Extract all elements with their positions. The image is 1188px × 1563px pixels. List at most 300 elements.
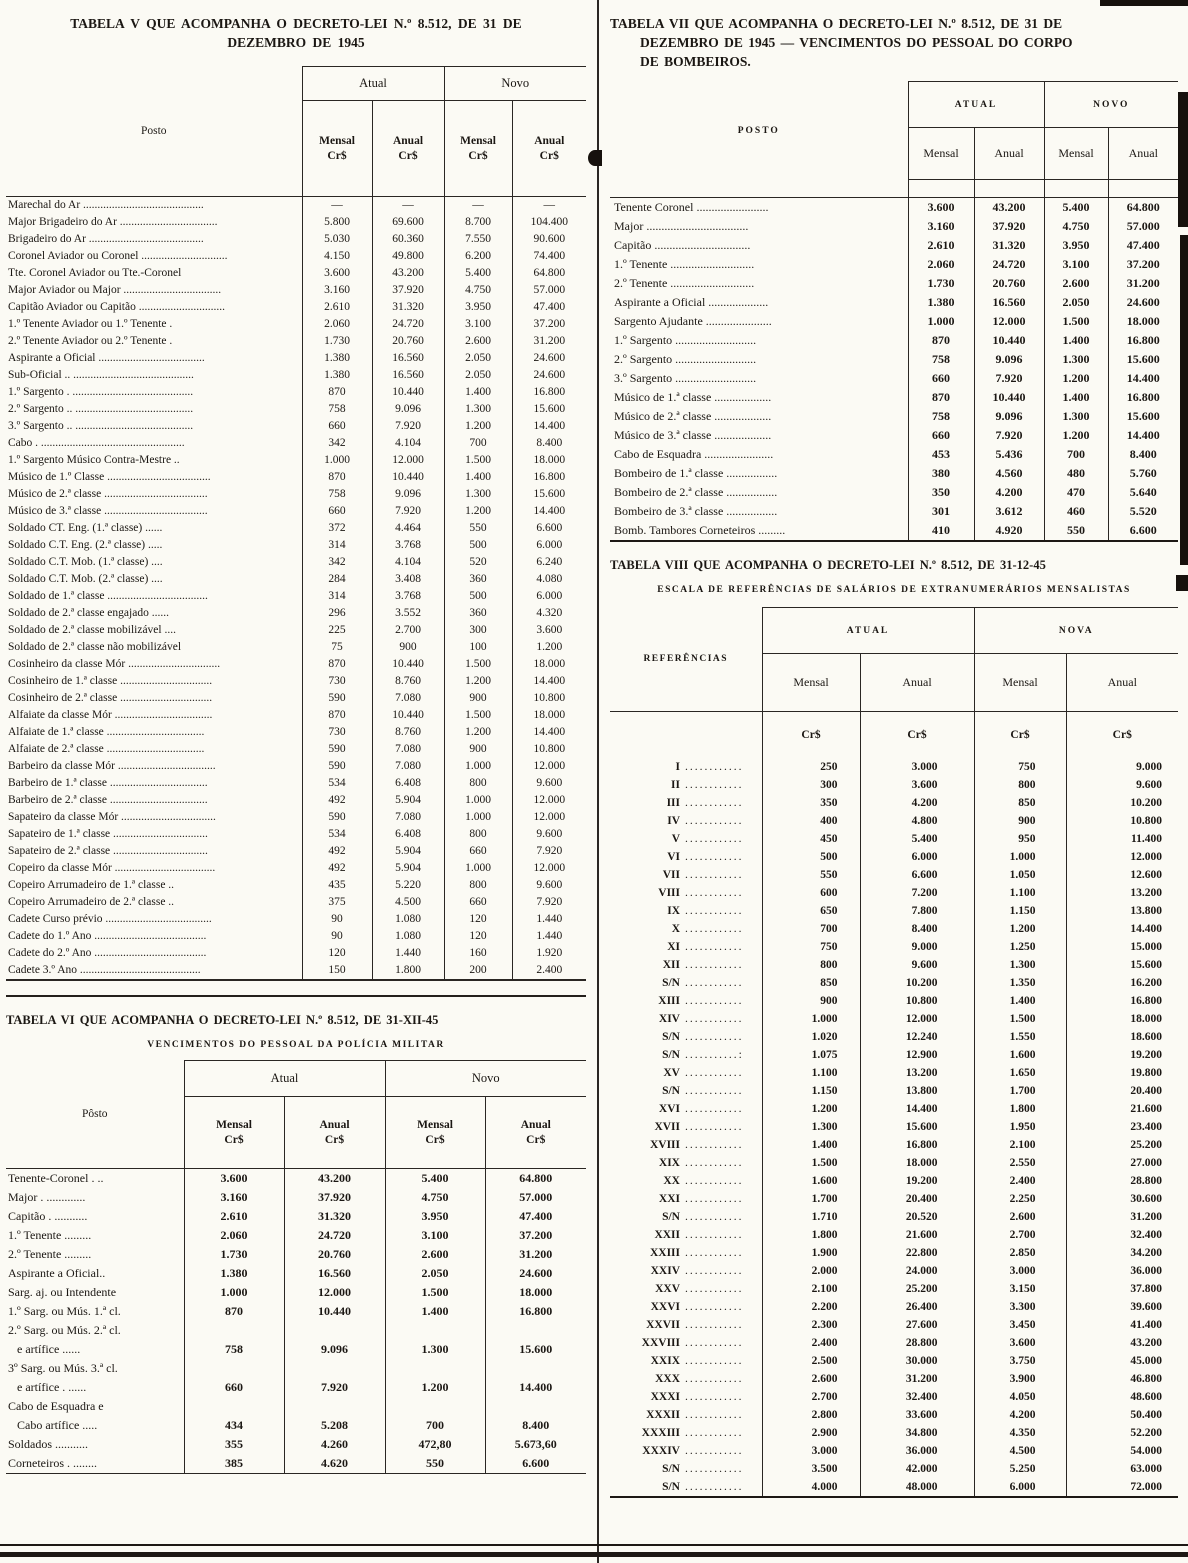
- row-value-cell: 1.200: [444, 503, 512, 520]
- row-value-cell: 14.400: [1066, 920, 1178, 938]
- row-value-cell: 4.750: [385, 1188, 485, 1207]
- row-value-cell: 18.000: [485, 1283, 586, 1302]
- table-row: [6, 826, 586, 843]
- row-value-cell: 25.200: [860, 1280, 974, 1298]
- row-value-cell: 13.800: [860, 1082, 974, 1100]
- row-value-cell: 300: [762, 776, 860, 794]
- row-value-cell: 355: [184, 1435, 284, 1454]
- row-value-cell: 57.000: [485, 1188, 586, 1207]
- table-row: [610, 274, 1178, 293]
- tabela-vii-atual-anual-header: Anual: [974, 128, 1044, 180]
- row-value-cell: 660: [184, 1378, 284, 1397]
- table-row: [6, 656, 586, 673]
- row-value-cell: —: [302, 197, 372, 215]
- row-value-cell: 37.920: [372, 282, 444, 299]
- table-row: [6, 554, 586, 571]
- row-value-cell: 1.380: [184, 1264, 284, 1283]
- row-label-cell: Corneteiros . ........: [8, 1456, 97, 1470]
- dot-leader: ............: [685, 1175, 744, 1187]
- table-row: [610, 464, 1178, 483]
- row-value-cell: 550: [1044, 521, 1108, 541]
- row-value-cell: 1.200: [512, 639, 586, 656]
- row-value-cell: 1.020: [762, 1028, 860, 1046]
- row-label-cell: Cosinheiro da classe Mór ................................: [8, 658, 221, 670]
- row-label-cell: Capitão Aviador ou Capitão ..............................: [8, 301, 225, 313]
- row-value-cell: [184, 1321, 284, 1340]
- table-row: [6, 1169, 586, 1189]
- dot-leader: ............: [685, 833, 744, 845]
- row-label-cell: Barbeiro de 2.ª classe ..................................: [8, 794, 208, 806]
- row-value-cell: 2.100: [762, 1280, 860, 1298]
- row-label-cell: Sapateiro da classe Mór .................................: [8, 811, 216, 823]
- table-row: [610, 407, 1178, 426]
- spacer-cell: [974, 180, 1044, 198]
- row-value-cell: 19.200: [1066, 1046, 1178, 1064]
- row-value-cell: 1.440: [512, 911, 586, 928]
- row-value-cell: 550: [444, 520, 512, 537]
- table-row: [6, 741, 586, 758]
- row-value-cell: 7.920: [372, 418, 444, 435]
- dot-leader: ............: [685, 1103, 744, 1115]
- reference-numeral: S/N: [662, 1211, 680, 1223]
- row-value-cell: 350: [908, 483, 974, 502]
- table-row: [6, 707, 586, 724]
- table-row: [6, 1397, 586, 1416]
- tabela-vii-posto-header: POSTO: [737, 125, 780, 136]
- row-value-cell: 16.800: [1066, 992, 1178, 1010]
- row-value-cell: 1.000: [302, 452, 372, 469]
- row-value-cell: 1.400: [444, 384, 512, 401]
- row-value-cell: 47.400: [512, 299, 586, 316]
- table-row: [610, 1370, 1178, 1388]
- tabela-v-novo-anual-header: [512, 101, 586, 197]
- row-value-cell: 3.612: [974, 502, 1044, 521]
- table-row: [6, 1207, 586, 1226]
- dot-leader: ............: [685, 869, 744, 881]
- row-value-cell: 1.050: [974, 866, 1066, 884]
- row-value-cell: 14.400: [1108, 426, 1178, 445]
- dot-leader: ............: [685, 923, 744, 935]
- row-value-cell: 1.000: [444, 860, 512, 877]
- mensal-label: Mensal: [417, 1118, 453, 1131]
- reference-numeral: S/N: [662, 1085, 680, 1097]
- row-value-cell: 360: [444, 571, 512, 588]
- row-value-cell: 3.160: [302, 282, 372, 299]
- reference-numeral: IV: [667, 815, 680, 827]
- table-row: [6, 350, 586, 367]
- table-row: [610, 992, 1178, 1010]
- row-label-cell: Músico de 3.ª classe ....................................: [8, 505, 208, 517]
- table-row: [610, 312, 1178, 331]
- table-row: [610, 1226, 1178, 1244]
- row-value-cell: 37.920: [284, 1188, 385, 1207]
- row-label-cell: [610, 956, 762, 974]
- row-value-cell: 20.760: [284, 1245, 385, 1264]
- row-value-cell: 7.080: [372, 741, 444, 758]
- reference-numeral: III: [666, 797, 680, 809]
- row-value-cell: 380: [908, 464, 974, 483]
- row-value-cell: 24.720: [284, 1226, 385, 1245]
- row-value-cell: 590: [302, 758, 372, 775]
- dot-leader: ............: [685, 815, 744, 827]
- row-value-cell: 6.000: [512, 588, 586, 605]
- row-value-cell: 3.150: [974, 1280, 1066, 1298]
- row-value-cell: 12.000: [512, 792, 586, 809]
- dot-leader: ............: [685, 995, 744, 1007]
- row-value-cell: 300: [444, 622, 512, 639]
- dot-leader: ............: [685, 1157, 744, 1169]
- reference-numeral: XXII: [654, 1229, 680, 1241]
- row-value-cell: 42.000: [860, 1460, 974, 1478]
- row-value-cell: 4.000: [762, 1478, 860, 1497]
- scan-artifact: [1176, 575, 1188, 591]
- row-value-cell: 10.800: [512, 690, 586, 707]
- row-value-cell: 1.500: [762, 1154, 860, 1172]
- row-value-cell: 342: [302, 435, 372, 452]
- table-row: [610, 1406, 1178, 1424]
- row-label-cell: Cabo de Esquadra .......................: [614, 447, 774, 461]
- row-value-cell: 15.600: [512, 401, 586, 418]
- table-row: [6, 775, 586, 792]
- row-label-cell: [610, 1190, 762, 1208]
- reference-numeral: XVIII: [649, 1139, 680, 1151]
- row-value-cell: 2.000: [762, 1262, 860, 1280]
- table-row: [6, 928, 586, 945]
- row-value-cell: 27.600: [860, 1316, 974, 1334]
- row-value-cell: 225: [302, 622, 372, 639]
- row-value-cell: 16.800: [512, 384, 586, 401]
- dot-leader: ............: [685, 959, 744, 971]
- table-row: [6, 282, 586, 299]
- row-label-cell: Major Aviador ou Major ..................................: [8, 284, 222, 296]
- row-value-cell: 700: [1044, 445, 1108, 464]
- row-value-cell: 34.200: [1066, 1244, 1178, 1262]
- row-value-cell: 1.500: [385, 1283, 485, 1302]
- row-value-cell: 1.300: [974, 956, 1066, 974]
- mensal-label: Mensal: [319, 134, 355, 147]
- row-value-cell: 10.440: [372, 384, 444, 401]
- row-value-cell: 3.100: [1044, 255, 1108, 274]
- row-value-cell: 1.730: [302, 333, 372, 350]
- row-value-cell: 16.800: [512, 469, 586, 486]
- row-value-cell: 2.300: [762, 1316, 860, 1334]
- row-label-cell: [610, 1352, 762, 1370]
- row-label-cell: 2.º Sarg. ou Mús. 2.ª cl.: [8, 1323, 121, 1337]
- reference-numeral: IX: [667, 905, 680, 917]
- row-value-cell: 8.400: [485, 1416, 586, 1435]
- row-value-cell: 3.750: [974, 1352, 1066, 1370]
- row-value-cell: 4.620: [284, 1454, 385, 1474]
- row-value-cell: 7.920: [512, 894, 586, 911]
- row-value-cell: 1.000: [184, 1283, 284, 1302]
- table-row: [610, 938, 1178, 956]
- row-value-cell: 534: [302, 826, 372, 843]
- tabela-viii-currency-row: [610, 712, 1178, 759]
- table-row: [6, 1226, 586, 1245]
- row-label-cell: 3.º Sargento ...........................: [614, 371, 757, 385]
- row-label-cell: [610, 794, 762, 812]
- dot-leader: ............: [685, 1481, 744, 1493]
- tabela-vii-novo-mensal-header: Mensal: [1044, 128, 1108, 180]
- dot-leader: ............: [685, 761, 744, 773]
- currency-label: Cr$: [398, 149, 418, 162]
- row-value-cell: 90: [302, 911, 372, 928]
- table-row: [610, 1208, 1178, 1226]
- reference-numeral: S/N: [662, 1481, 680, 1493]
- row-label-cell: [610, 1442, 762, 1460]
- table-row: [6, 605, 586, 622]
- row-value-cell: 9.096: [974, 350, 1044, 369]
- row-value-cell: 7.200: [860, 884, 974, 902]
- table-row: [610, 974, 1178, 992]
- reference-numeral: XXVII: [646, 1319, 680, 1331]
- row-value-cell: 49.800: [372, 248, 444, 265]
- table-row: [6, 962, 586, 980]
- anual-label: Anual: [392, 134, 424, 147]
- scan-artifact: [588, 150, 602, 166]
- row-value-cell: 47.400: [1108, 236, 1178, 255]
- tabela-v-novo-mensal-header: [444, 101, 512, 197]
- row-value-cell: 20.400: [1066, 1082, 1178, 1100]
- tabela-vii-title-line-1: TABELA VII QUE ACOMPANHA O DECRETO-LEI N.º 8.512, DE 31 DE: [610, 16, 1063, 31]
- row-value-cell: 2.400: [762, 1334, 860, 1352]
- row-value-cell: 730: [302, 724, 372, 741]
- spacer-cell: [908, 180, 974, 198]
- currency-cell: Cr$: [860, 712, 974, 759]
- row-value-cell: 1.800: [762, 1226, 860, 1244]
- row-value-cell: 1.550: [974, 1028, 1066, 1046]
- row-value-cell: 3.000: [860, 758, 974, 776]
- row-value-cell: 64.800: [1108, 198, 1178, 218]
- row-value-cell: 870: [302, 384, 372, 401]
- row-value-cell: 1.100: [974, 884, 1066, 902]
- row-value-cell: 2.610: [302, 299, 372, 316]
- row-value-cell: 453: [908, 445, 974, 464]
- row-value-cell: 2.050: [1044, 293, 1108, 312]
- row-value-cell: 14.400: [512, 418, 586, 435]
- row-value-cell: 10.200: [860, 974, 974, 992]
- row-value-cell: 1.400: [1044, 388, 1108, 407]
- row-label-cell: Soldado C.T. Mob. (2.ª classe) ....: [8, 573, 163, 585]
- reference-numeral: XXXIII: [641, 1427, 680, 1439]
- row-value-cell: 23.400: [1066, 1118, 1178, 1136]
- row-value-cell: 24.000: [860, 1262, 974, 1280]
- row-value-cell: 4.200: [974, 1406, 1066, 1424]
- row-value-cell: 20.760: [372, 333, 444, 350]
- row-value-cell: 10.800: [1066, 812, 1178, 830]
- row-value-cell: 600: [762, 884, 860, 902]
- tabela-v-title-line-1: TABELA V QUE ACOMPANHA O DECRETO-LEI N.º 8.512, DE 31 DE: [70, 16, 522, 31]
- dot-leader: ............: [685, 977, 744, 989]
- row-value-cell: 1.500: [444, 656, 512, 673]
- row-value-cell: 400: [762, 812, 860, 830]
- reference-numeral: XXIII: [649, 1247, 680, 1259]
- row-label-cell: Músico de 1.ª classe ...................: [614, 390, 772, 404]
- row-label-cell: Bomb. Tambores Corneteiros .........: [614, 523, 786, 537]
- row-label-cell: [610, 1370, 762, 1388]
- row-value-cell: 1.500: [444, 707, 512, 724]
- row-value-cell: 43.200: [284, 1169, 385, 1189]
- row-label-cell: Tenente-Coronel . ..: [8, 1171, 104, 1185]
- row-value-cell: 6.600: [860, 866, 974, 884]
- row-value-cell: 4.104: [372, 554, 444, 571]
- scan-artifact: [1180, 235, 1188, 565]
- table-row: [610, 1262, 1178, 1280]
- row-value-cell: 57.000: [512, 282, 586, 299]
- table-row: [610, 1028, 1178, 1046]
- row-value-cell: 4.750: [1044, 217, 1108, 236]
- dot-leader: ............: [685, 1139, 744, 1151]
- row-value-cell: 372: [302, 520, 372, 537]
- table-row: [610, 1298, 1178, 1316]
- row-label-cell: Marechal do Ar ..........................................: [8, 199, 204, 211]
- row-value-cell: 12.000: [512, 860, 586, 877]
- row-value-cell: 60.360: [372, 231, 444, 248]
- row-value-cell: 314: [302, 588, 372, 605]
- reference-numeral: XXXIV: [642, 1445, 680, 1457]
- currency-label: Cr$: [324, 1133, 345, 1146]
- table-row: [610, 198, 1178, 218]
- row-value-cell: 6.600: [1108, 521, 1178, 541]
- row-value-cell: 7.800: [860, 902, 974, 920]
- tabela-vi-posto-header: Pôsto: [6, 1061, 184, 1169]
- row-value-cell: 15.600: [512, 486, 586, 503]
- section-rule: [6, 995, 586, 997]
- row-value-cell: 11.400: [1066, 830, 1178, 848]
- tabela-vii-atual-mensal-header: Mensal: [908, 128, 974, 180]
- row-value-cell: 3.408: [372, 571, 444, 588]
- row-value-cell: 39.600: [1066, 1298, 1178, 1316]
- row-value-cell: 63.000: [1066, 1460, 1178, 1478]
- row-label-cell: Bombeiro de 3.ª classe .................: [614, 504, 778, 518]
- row-value-cell: 5.400: [860, 830, 974, 848]
- row-value-cell: 3.300: [974, 1298, 1066, 1316]
- row-value-cell: 5.030: [302, 231, 372, 248]
- currency-label: Cr$: [327, 149, 347, 162]
- row-value-cell: 2.850: [974, 1244, 1066, 1262]
- row-value-cell: —: [372, 197, 444, 215]
- row-value-cell: 9.600: [860, 956, 974, 974]
- row-value-cell: 6.408: [372, 775, 444, 792]
- row-label-cell: Músico de 2.ª classe ....................................: [8, 488, 208, 500]
- dot-leader: ............: [685, 941, 744, 953]
- row-value-cell: 18.000: [512, 656, 586, 673]
- anual-label: Anual: [319, 1118, 350, 1131]
- row-value-cell: 492: [302, 792, 372, 809]
- row-value-cell: 520: [444, 554, 512, 571]
- row-value-cell: 6.600: [485, 1454, 586, 1474]
- row-value-cell: 5.904: [372, 792, 444, 809]
- row-value-cell: 47.400: [485, 1207, 586, 1226]
- table-row: [6, 1435, 586, 1454]
- row-value-cell: 410: [908, 521, 974, 541]
- row-value-cell: 296: [302, 605, 372, 622]
- row-value-cell: 1.300: [444, 401, 512, 418]
- row-value-cell: 28.800: [1066, 1172, 1178, 1190]
- row-label-cell: [610, 1010, 762, 1028]
- row-label-cell: 3º Sarg. ou Mús. 3.ª cl.: [8, 1361, 118, 1375]
- row-value-cell: [385, 1321, 485, 1340]
- table-row: [6, 724, 586, 741]
- dot-leader: ............: [685, 1445, 744, 1457]
- row-value-cell: 41.400: [1066, 1316, 1178, 1334]
- row-value-cell: 7.920: [284, 1378, 385, 1397]
- row-value-cell: 5.220: [372, 877, 444, 894]
- row-value-cell: 2.400: [512, 962, 586, 980]
- table-row: [6, 1188, 586, 1207]
- table-row: [610, 369, 1178, 388]
- row-label-cell: Sargento Ajudante ......................: [614, 314, 772, 328]
- reference-numeral: XVI: [658, 1103, 680, 1115]
- tabela-vii-spacer-row: [610, 180, 1178, 198]
- row-value-cell: 1.650: [974, 1064, 1066, 1082]
- currency-empty-cell: [610, 712, 762, 759]
- row-value-cell: 37.200: [1108, 255, 1178, 274]
- row-label-cell: Cadete do 1.º Ano .......................................: [8, 930, 207, 942]
- row-value-cell: 25.200: [1066, 1136, 1178, 1154]
- tabela-vi-novo-anual-header: [485, 1097, 586, 1169]
- row-value-cell: 7.080: [372, 690, 444, 707]
- row-value-cell: 7.920: [974, 426, 1044, 445]
- row-value-cell: 150: [302, 962, 372, 980]
- reference-numeral: S/N: [662, 977, 680, 989]
- row-value-cell: 18.000: [860, 1154, 974, 1172]
- table-row: [6, 452, 586, 469]
- table-row: [6, 265, 586, 282]
- tabela-vii-novo-anual-header: Anual: [1108, 128, 1178, 180]
- dot-leader: ............: [685, 1301, 744, 1313]
- row-value-cell: 758: [302, 486, 372, 503]
- row-label-cell: Sapateiro de 2.ª classe .................................: [8, 845, 208, 857]
- row-value-cell: 700: [385, 1416, 485, 1435]
- row-value-cell: 9.096: [372, 486, 444, 503]
- row-value-cell: 5.904: [372, 860, 444, 877]
- row-value-cell: 460: [1044, 502, 1108, 521]
- row-value-cell: 160: [444, 945, 512, 962]
- row-label-cell: Major Brigadeiro do Ar ..................................: [8, 216, 218, 228]
- table-row: [610, 866, 1178, 884]
- row-value-cell: 26.400: [860, 1298, 974, 1316]
- row-value-cell: 32.400: [860, 1388, 974, 1406]
- dot-leader: ............: [685, 905, 744, 917]
- table-row: [610, 293, 1178, 312]
- row-value-cell: 1.440: [512, 928, 586, 945]
- row-value-cell: 21.600: [860, 1226, 974, 1244]
- table-row: [610, 956, 1178, 974]
- row-value-cell: 4.500: [372, 894, 444, 911]
- row-value-cell: 4.200: [974, 483, 1044, 502]
- scan-artifact: [1178, 92, 1188, 227]
- reference-numeral: II: [671, 779, 680, 791]
- table-row: [610, 502, 1178, 521]
- tabela-viii-nova-anual-header: Anual: [1066, 654, 1178, 712]
- row-value-cell: 3.450: [974, 1316, 1066, 1334]
- row-value-cell: 590: [302, 809, 372, 826]
- tabela-v-atual-header: Atual: [302, 67, 444, 101]
- row-label-cell: Cabo de Esquadra e: [8, 1399, 104, 1413]
- dot-leader: ............: [685, 797, 744, 809]
- table-row: [6, 843, 586, 860]
- row-value-cell: 6.000: [512, 537, 586, 554]
- row-value-cell: 20.760: [974, 274, 1044, 293]
- table-row: [610, 350, 1178, 369]
- row-value-cell: 3.768: [372, 537, 444, 554]
- row-value-cell: 43.200: [974, 198, 1044, 218]
- mensal-label: Mensal: [460, 134, 496, 147]
- row-value-cell: 9.600: [512, 775, 586, 792]
- reference-numeral: VI: [667, 851, 680, 863]
- row-value-cell: 8.400: [1108, 445, 1178, 464]
